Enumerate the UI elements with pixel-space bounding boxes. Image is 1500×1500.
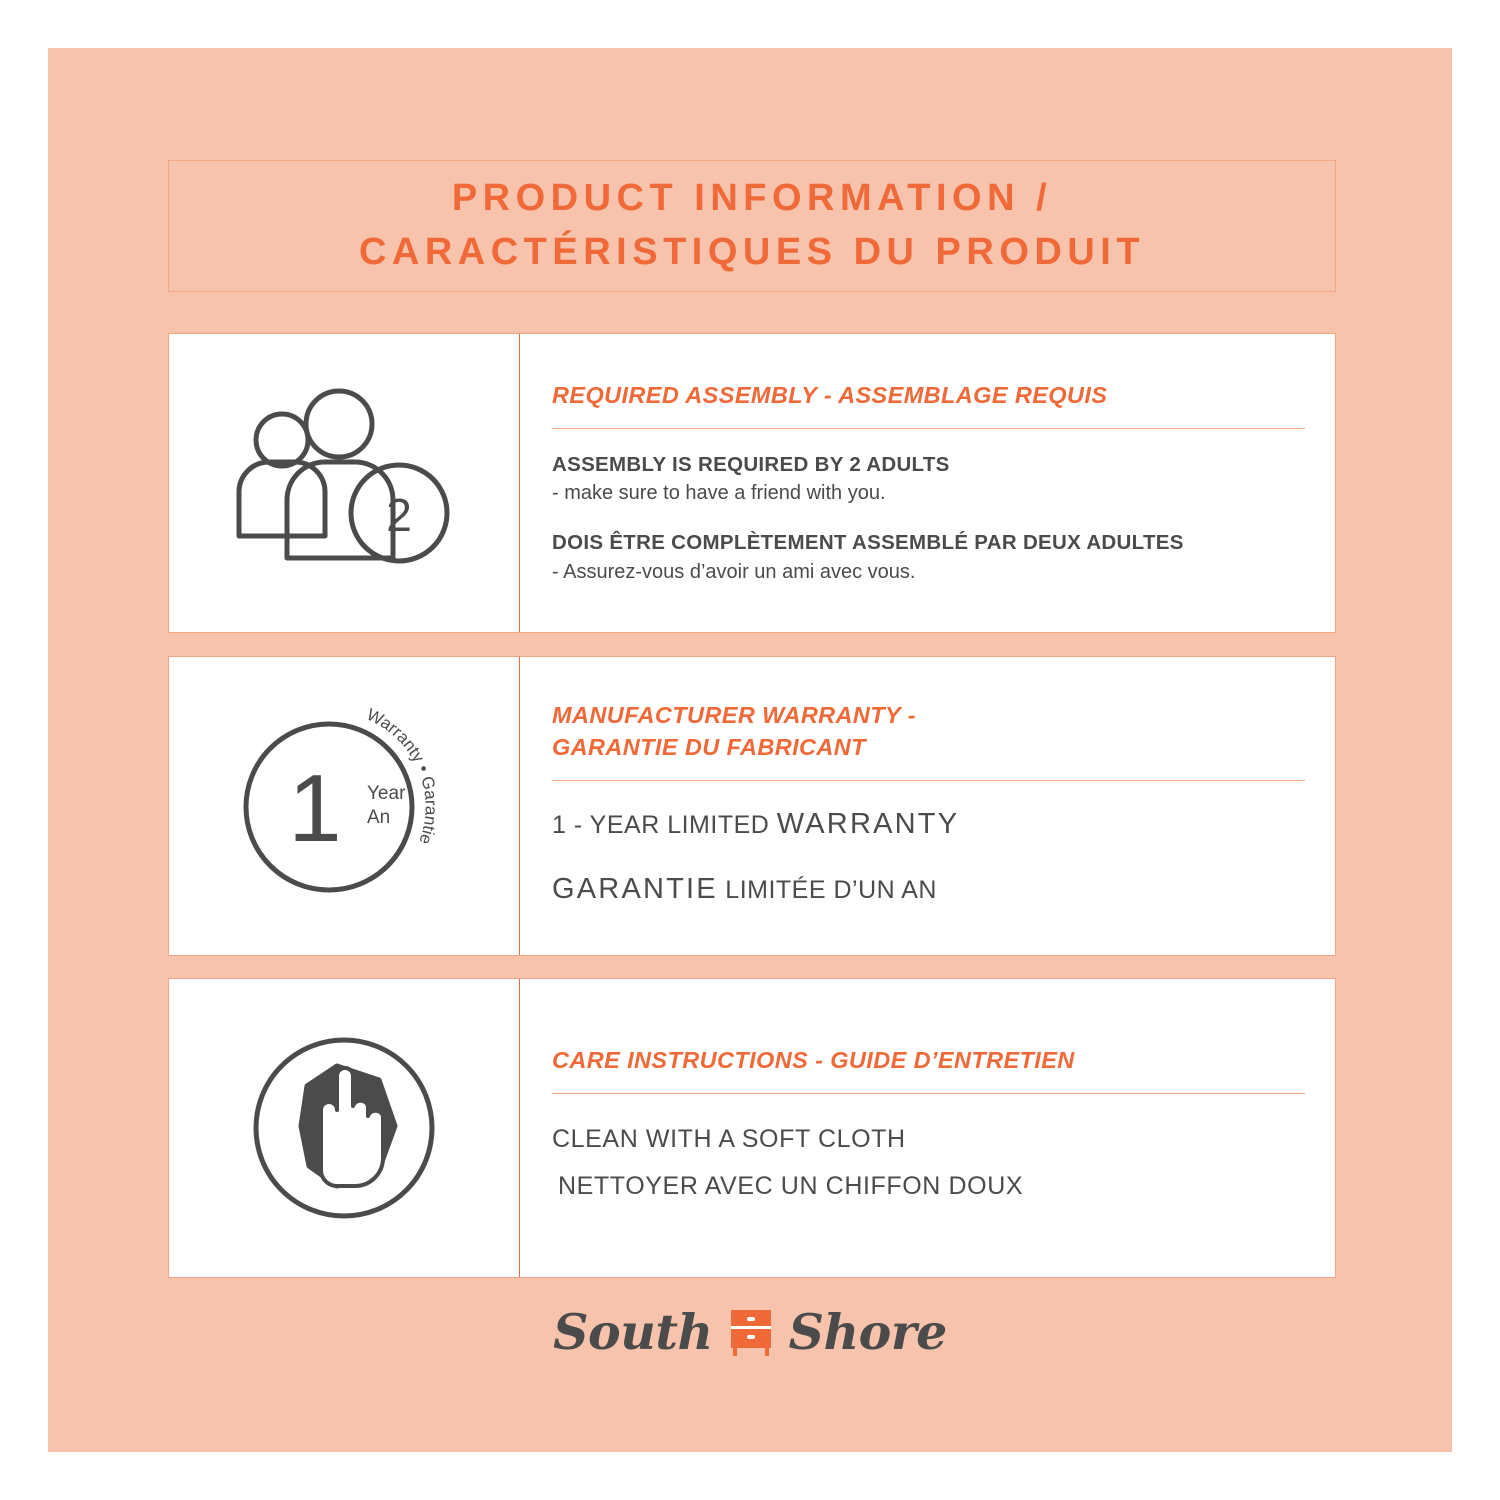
card-warranty-title-line1: MANUFACTURER WARRANTY - [552,702,916,729]
card-care-title: CARE INSTRUCTIONS - GUIDE D’ENTRETIEN [552,1047,1075,1074]
two-people-icon [169,388,519,578]
divider [552,780,1305,781]
poster-canvas [48,48,1452,1452]
divider [552,428,1305,429]
page-title-line-fr: CARACTÉRISTIQUES DU PRODUIT [358,231,1146,273]
brand-logo-word-1: South [553,1303,713,1361]
warranty-circle-icon [169,689,519,924]
care-line-en: CLEAN WITH A SOFT CLOTH [552,1124,906,1153]
assembly-line-en-sub: - make sure to have a friend with you. [552,482,886,505]
card-care [168,978,1336,1278]
warranty-arc-text: Warranty • Garantie [363,704,441,847]
assembly-people-count: 2 [386,489,412,541]
warranty-line-fr [552,868,1305,912]
care-line-fr: NETTOYER AVEC UN CHIFFON DOUX [558,1172,1024,1201]
brand-logo [48,1303,1452,1361]
card-warranty-title-line2: GARANTIE DU FABRICANT [552,734,866,760]
nightstand-icon [727,1306,775,1358]
warranty-line-en-strong: WARRANTY [776,807,960,840]
page-title [168,160,1336,292]
assembly-line-fr-main: DOIS ÊTRE COMPLÈTEMENT ASSEMBLÉ PAR DEUX ADULTES [552,531,1184,555]
warranty-number: 1 [288,754,342,862]
divider [552,1093,1305,1094]
page-title-line-en: PRODUCT INFORMATION / [451,177,1053,220]
assembly-line-fr-sub: - Assurez-vous d’avoir un ami avec vous. [552,561,916,584]
card-assembly [168,333,1336,633]
warranty-line-en-prefix: 1 - YEAR LIMITED [552,810,777,839]
warranty-year-label-en: Year [367,782,406,804]
warranty-line-en [552,803,1305,847]
warranty-year-label-fr: An [367,806,391,828]
card-assembly-title: REQUIRED ASSEMBLY - ASSEMBLAGE REQUIS [552,381,1108,408]
card-warranty [168,656,1336,956]
assembly-line-en-main: ASSEMBLY IS REQUIRED BY 2 ADULTS [552,452,950,476]
cleaning-hand-cloth-icon [169,1018,519,1238]
warranty-line-fr-strong: GARANTIE [552,873,718,906]
warranty-line-fr-suffix: LIMITÉE D’UN AN [717,876,937,905]
brand-logo-word-2: Shore [788,1303,947,1361]
